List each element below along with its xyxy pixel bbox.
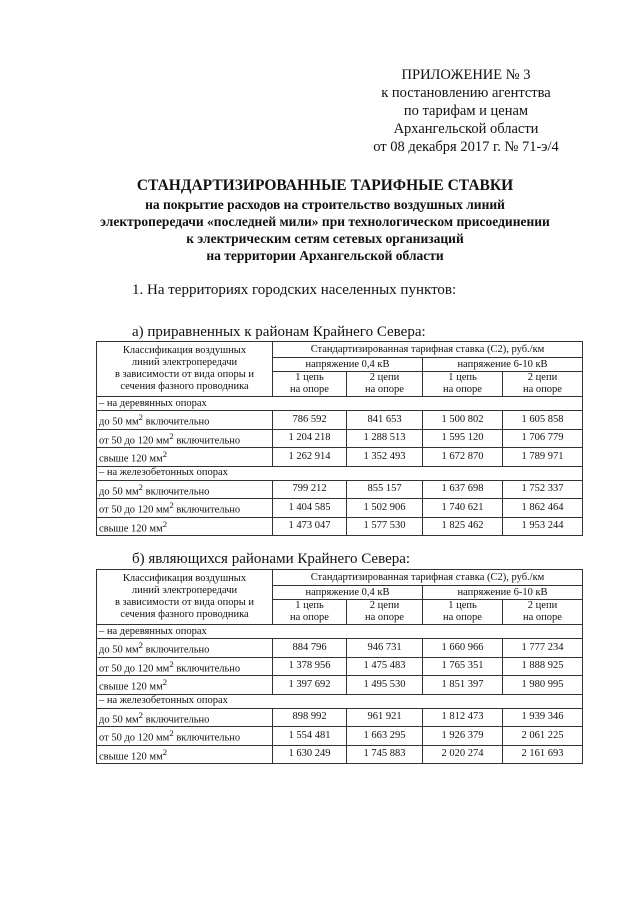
appendix-line: к постановлению агентства [381,85,551,101]
row-label: от 50 до 120 $мм^2$ включительно [97,657,273,676]
chain1-header: 1 цепь на опоре [423,600,503,625]
value-cell: 1 953 244 [503,517,583,536]
value-cell: 1 288 513 [347,429,423,448]
value-cell: 841 653 [347,411,423,430]
row-label: до 50 $мм^2$ включительно [97,480,273,499]
value-cell: 946 731 [347,639,423,658]
value-cell: 1 637 698 [423,480,503,499]
value-cell: 1 926 379 [423,727,503,746]
value-cell: 1 980 995 [503,676,583,695]
title-line: к электрическим сетям сетевых организаций [186,231,464,246]
chain2-header: 2 цепи на опоре [503,600,583,625]
row-label: до 50 $мм^2$ включительно [97,708,273,727]
value-cell: 1 352 493 [347,448,423,467]
value-cell: 1 740 621 [423,499,503,518]
value-cell: 2 161 693 [503,745,583,764]
value-cell: 961 921 [347,708,423,727]
value-cell: 1 765 351 [423,657,503,676]
value-cell: 1 605 858 [503,411,583,430]
appendix-line: по тарифам и ценам [403,103,529,119]
document-title [60,176,590,264]
rate-header: Стандартизированная тарифная ставка (С2), руб./км [273,342,583,358]
chain2-header: 2 цепи на опоре [347,600,423,625]
row-label: от 50 до 120 $мм^2$ включительно [97,429,273,448]
title-main: СТАНДАРТИЗИРОВАННЫЕ ТАРИФНЫЕ СТАВКИ [136,177,514,194]
table-row [97,429,583,448]
appendix-block [340,66,592,156]
value-cell: 786 592 [273,411,347,430]
value-cell: 898 992 [273,708,347,727]
section-heading: 1. На территориях городских населенных пунктов: [132,282,457,298]
tariff-table-a [96,341,583,536]
voltage-610-header: напряжение 6-10 кВ [423,358,583,372]
table-row [97,708,583,727]
group-row-wooden: – на деревянных опорах [97,397,583,411]
value-cell: 1 397 692 [273,676,347,695]
value-cell: 1 672 870 [423,448,503,467]
row-label: до 50 $мм^2$ включительно [97,411,273,430]
value-cell: 1 825 462 [423,517,503,536]
voltage-04-header: напряжение 0,4 кВ [273,586,423,600]
value-cell: 1 789 971 [503,448,583,467]
row-label: от 50 до 120 $мм^2$ включительно [97,499,273,518]
value-cell: 1 577 530 [347,517,423,536]
tariff-table-b [96,569,583,764]
value-cell: 855 157 [347,480,423,499]
value-cell: 1 777 234 [503,639,583,658]
value-cell: 1 812 473 [423,708,503,727]
classification-header: Классификация воздушных линий электропередачи в зависимости от вида опоры и сечения фазного проводника [97,570,273,625]
title-line: электропередачи «последней мили» при технологическом присоединении [100,214,550,229]
value-cell: 1 595 120 [423,429,503,448]
voltage-610-header: напряжение 6-10 кВ [423,586,583,600]
value-cell: 1 939 346 [503,708,583,727]
value-cell: 1 404 585 [273,499,347,518]
group-row-concrete: – на железобетонных опорах [97,466,583,480]
value-cell: 1 378 956 [273,657,347,676]
row-label: свыше 120 $мм^2$ [97,676,273,695]
chain2-header: 2 цепи на опоре [347,372,423,397]
value-cell: 1 554 481 [273,727,347,746]
row-label: до 50 $мм^2$ включительно [97,639,273,658]
table-row [97,517,583,536]
chain2-header: 2 цепи на опоре [503,372,583,397]
value-cell: 1 630 249 [273,745,347,764]
value-cell: 2 020 274 [423,745,503,764]
row-label: свыше 120 $мм^2$ [97,448,273,467]
value-cell: 1 752 337 [503,480,583,499]
table-row [97,411,583,430]
table-row [97,745,583,764]
chain1-header: 1 цепь на опоре [273,600,347,625]
chain1-header: 1 цепь на опоре [423,372,503,397]
value-cell: 1 851 397 [423,676,503,695]
appendix-line: Архангельской области [393,121,539,137]
value-cell: 1 502 906 [347,499,423,518]
value-cell: 884 796 [273,639,347,658]
rate-header: Стандартизированная тарифная ставка (С2), руб./км [273,570,583,586]
value-cell: 1 706 779 [503,429,583,448]
value-cell: 1 475 483 [347,657,423,676]
value-cell: 2 061 225 [503,727,583,746]
table-row [97,657,583,676]
value-cell: 1 862 464 [503,499,583,518]
value-cell: 1 500 802 [423,411,503,430]
appendix-date: от 08 декабря 2017 г. № 71-э/4 [373,139,559,155]
title-line: на покрытие расходов на строительство воздушных линий [145,197,505,212]
value-cell: 1 495 530 [347,676,423,695]
row-label: свыше 120 $мм^2$ [97,517,273,536]
chain1-header: 1 цепь на опоре [273,372,347,397]
value-cell: 1 204 218 [273,429,347,448]
value-cell: 1 473 047 [273,517,347,536]
table-a-caption: а) приравненных к районам Крайнего Севера: [132,324,426,340]
value-cell: 799 212 [273,480,347,499]
value-cell: 1 745 883 [347,745,423,764]
group-row-concrete: – на железобетонных опорах [97,694,583,708]
value-cell: 1 660 966 [423,639,503,658]
title-line: на территории Архангельской области [206,248,444,263]
table-row [97,639,583,658]
value-cell: 1 888 925 [503,657,583,676]
table-row [97,727,583,746]
table-row [97,499,583,518]
table-b-caption: б) являющихся районами Крайнего Севера: [132,551,411,567]
classification-header: Классификация воздушных линий электропередачи в зависимости от вида опоры и сечения фазного проводника [97,342,273,397]
value-cell: 1 262 914 [273,448,347,467]
voltage-04-header: напряжение 0,4 кВ [273,358,423,372]
table-row [97,676,583,695]
table-row [97,448,583,467]
table-row [97,480,583,499]
appendix-number: ПРИЛОЖЕНИЕ № 3 [401,67,531,83]
row-label: от 50 до 120 $мм^2$ включительно [97,727,273,746]
row-label: свыше 120 $мм^2$ [97,745,273,764]
value-cell: 1 663 295 [347,727,423,746]
group-row-wooden: – на деревянных опорах [97,625,583,639]
